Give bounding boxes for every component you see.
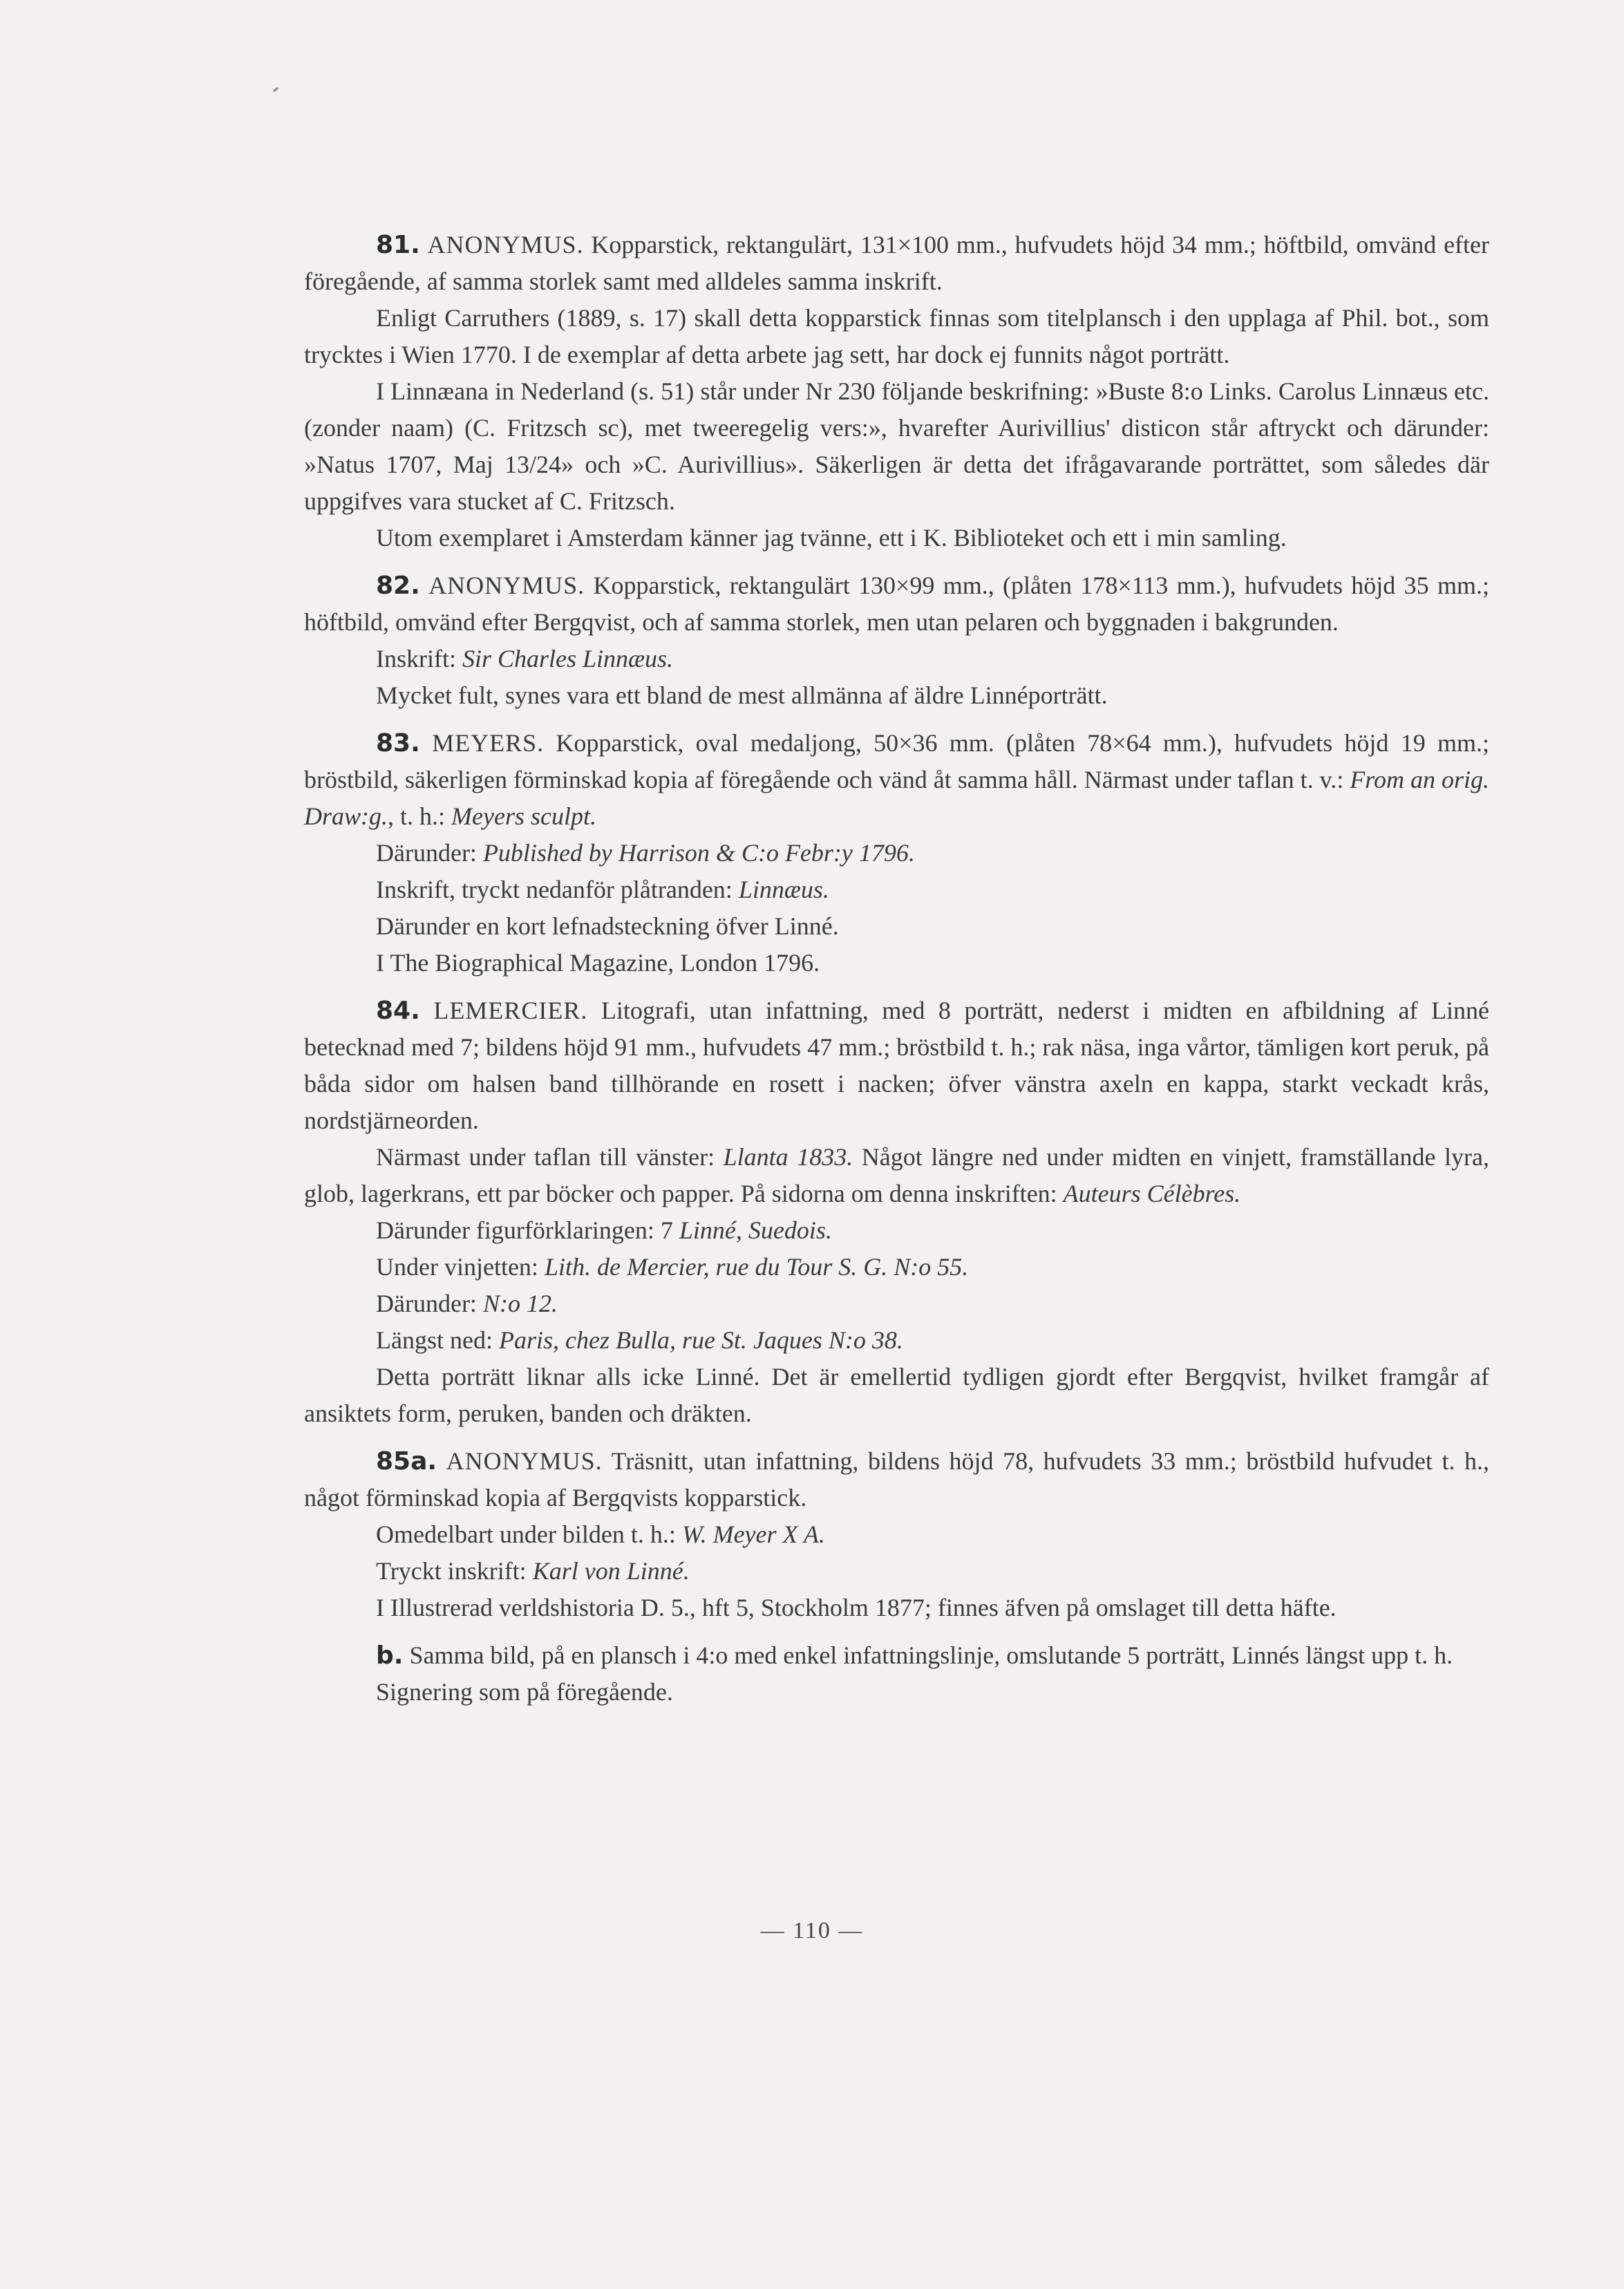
artist-name: LEMERCIER.: [433, 997, 588, 1024]
artist-name: ANONYMUS.: [446, 1447, 603, 1475]
paragraph: [304, 1285, 1489, 1322]
page-body: [304, 227, 1489, 1711]
artist-name: ANONYMUS.: [428, 572, 585, 599]
italic-text: From an orig. Draw:g.: [304, 766, 1489, 830]
label-text: Under vinjetten:: [376, 1253, 545, 1281]
artist-name: MEYERS.: [432, 729, 545, 757]
paragraph: [304, 1212, 1489, 1249]
paragraph: [304, 835, 1489, 872]
paragraph: Enligt Carruthers (1889, s. 17) skall detta kopparstick finnas som titelplansch i den upplaga af Phil. bot., som trycktes i Wien 1770. I de exemplar af detta arbete jag sett, har dock ej funnits något porträtt.: [304, 304, 1489, 368]
paragraph: Mycket fult, synes vara ett bland de mest allmänna af äldre Linnéporträtt.: [376, 681, 1108, 709]
paragraph: I Linnæana in Nederland (s. 51) står under Nr 230 följande beskrifning: »Buste 8:o Links. Carolus Linnæus etc. (zonder naam) (C. Fritzsch sc), met tweeregelig vers:», hvarefter Aurivillius' disticon står aftryckt och därunder: »Natus 1707, Maj 13/24» och »C. Aurivillius». Säkerligen är detta det ifrågavarande porträttet, som således där uppgifves vara stucket af C. Fritzsch.: [304, 377, 1489, 515]
italic-text: Auteurs Célèbres.: [1063, 1180, 1241, 1207]
label-text: Närmast under taflan till vänster:: [376, 1143, 724, 1171]
paragraph: I Illustrerad verldshistoria D. 5., hft 5, Stockholm 1877; finnes äfven på omslaget till detta häfte.: [376, 1594, 1337, 1621]
label-text: Inskrift, tryckt nedanför plåtranden:: [376, 876, 739, 903]
stray-mark: [273, 87, 278, 92]
paragraph: [304, 1139, 1489, 1212]
entry-85b: [304, 1637, 1489, 1711]
paragraph: [304, 1516, 1489, 1553]
paragraph: [304, 227, 1489, 300]
entry-number: 81.: [376, 231, 420, 259]
entry-81: [304, 227, 1489, 556]
paragraph: [304, 567, 1489, 641]
paragraph: [304, 725, 1489, 835]
entry-83: [304, 725, 1489, 981]
entry-number: b.: [376, 1641, 404, 1670]
entry-82: [304, 567, 1489, 714]
entry-84: [304, 992, 1489, 1432]
italic-text: Llanta 1833.: [723, 1143, 853, 1171]
entry-number: 84.: [376, 997, 420, 1025]
label-text: Därunder:: [376, 839, 483, 867]
paragraph: [304, 1637, 1489, 1674]
italic-text: Paris, chez Bulla, rue St. Jaques N:o 38.: [498, 1326, 903, 1354]
label-text: Längst ned:: [376, 1326, 499, 1354]
entry-85a: [304, 1443, 1489, 1626]
italic-text: Linnæus.: [738, 876, 829, 903]
paragraph: [304, 1249, 1489, 1285]
label-text: Tryckt inskrift:: [376, 1557, 533, 1585]
paragraph: Detta porträtt liknar alls icke Linné. Det är emellertid tydligen gjordt efter Bergqvist, hvilket framgår af ansiktets form, peruken, banden och dräkten.: [304, 1363, 1489, 1427]
page-number: — 110 —: [760, 1918, 864, 1943]
italic-text: Lith. de Mercier, rue du Tour S. G. N:o 55.: [544, 1253, 969, 1281]
paragraph: [304, 1443, 1489, 1516]
artist-name: ANONYMUS.: [427, 231, 584, 258]
paragraph-text: Träsnitt, utan infattning, bildens höjd 78, hufvudets 33 mm.; bröstbild hufvudet t. h., något förminskad kopia af Bergqvists kopparstick.: [304, 1447, 1490, 1511]
paragraph: [304, 1322, 1489, 1359]
label-text: Därunder figurförklaringen: 7: [376, 1216, 679, 1244]
paragraph-text: Kopparstick, oval medaljong, 50×36 mm. (plåten 78×64 mm.), hufvudets höjd 19 mm.; bröstbild, säkerligen förminskad kopia af föregående och vänd åt samma håll. Närmast under taflan t. v.:: [304, 729, 1490, 793]
paragraph: Därunder en kort lefnadsteckning öfver Linné.: [376, 912, 839, 940]
paragraph-text: Litografi, utan infattning, med 8 porträtt, nederst i midten en afbildning af Linné betecknad med 7; bildens höjd 91 mm., hufvudets 47 mm.; bröstbild t. h.; rak näsa, inga vårtor, tämligen kort peruk, på båda sidor om halsen band tillhörande en rosett i nacken; öfver vänstra axeln en kappa, starkt veckadt krås, nordstjärneorden.: [304, 997, 1490, 1134]
paragraph: Utom exemplaret i Amsterdam känner jag tvänne, ett i K. Biblioteket och ett i min samling.: [376, 524, 1287, 552]
paragraph: [304, 1553, 1489, 1590]
paragraph-text: Kopparstick, rektangulärt 130×99 mm., (plåten 178×113 mm.), hufvudets höjd 35 mm.; höftbild, omvänd efter Bergqvist, och af samma storlek, men utan pelaren och byggnaden i bakgrunden.: [304, 572, 1489, 636]
paragraph: Signering som på föregående.: [376, 1678, 673, 1706]
entry-number: 82.: [376, 572, 420, 600]
paragraph-text: Kopparstick, rektangulärt, 131×100 mm., hufvudets höjd 34 mm.; höftbild, omvänd efter föregående, af samma storlek samt med alldeles samma inskrift.: [304, 231, 1490, 295]
label-text: Därunder:: [376, 1290, 483, 1317]
paragraph-text: , t. h.:: [388, 802, 452, 830]
paragraph-text: Samma bild, på en plansch i 4:o med enkel infattningslinje, omslutande 5 porträtt, Linnés längst upp t. h.: [403, 1641, 1453, 1669]
paragraph: [304, 641, 1489, 677]
italic-text: Published by Harrison & C:o Febr:y 1796.: [482, 839, 915, 867]
italic-text: Karl von Linné.: [532, 1557, 690, 1585]
paragraph-text: Något längre ned under midten en vinjett, framställande lyra, glob, lagerkrans, ett par böcker och papper. På sidorna om denna inskriften:: [304, 1143, 1490, 1207]
label-text: Inskrift:: [376, 645, 462, 672]
italic-text: W. Meyer X A.: [681, 1520, 825, 1548]
paragraph: [304, 992, 1489, 1139]
paragraph: [304, 872, 1489, 908]
inscription-text: Sir Charles Linnæus.: [462, 645, 674, 672]
entry-number: 83.: [376, 729, 420, 757]
paragraph: I The Biographical Magazine, London 1796.: [376, 949, 820, 977]
italic-text: N:o 12.: [482, 1290, 558, 1317]
label-text: Omedelbart under bilden t. h.:: [376, 1520, 682, 1548]
italic-text: Linné, Suedois.: [679, 1216, 832, 1244]
italic-text: Meyers sculpt.: [451, 802, 596, 830]
entry-number: 85a.: [376, 1447, 437, 1476]
